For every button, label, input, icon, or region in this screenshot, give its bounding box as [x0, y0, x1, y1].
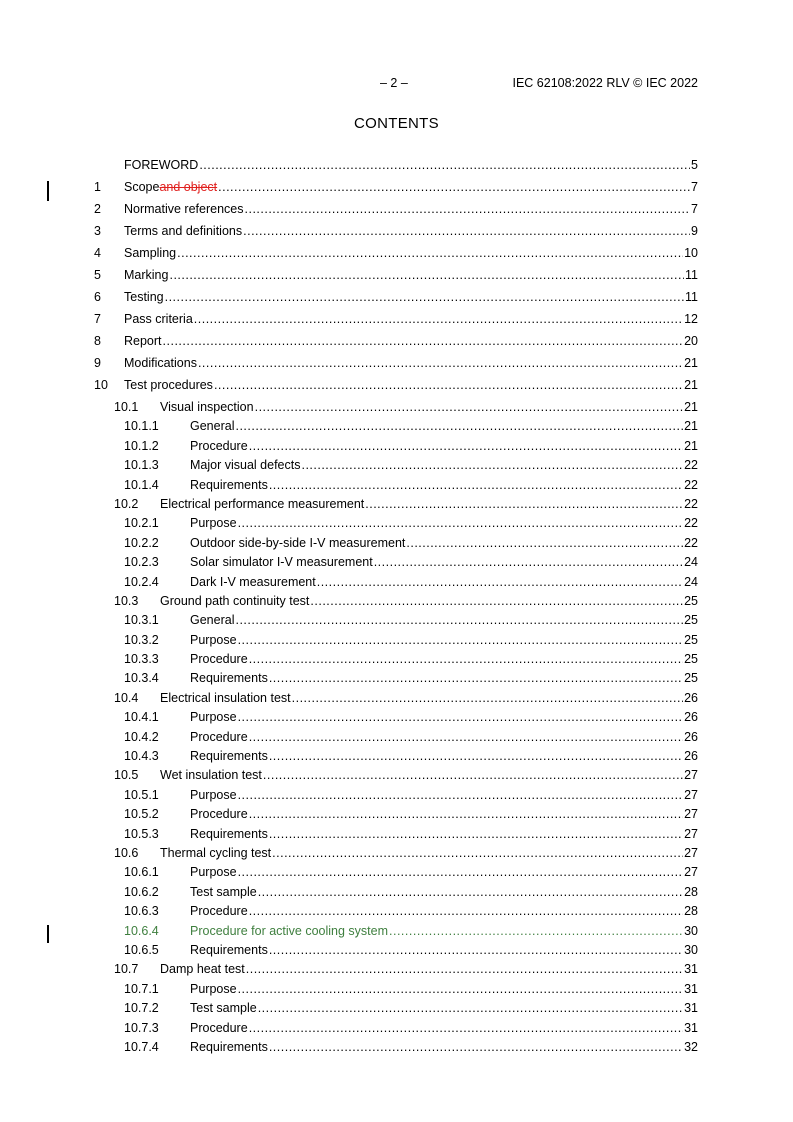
- revision-change-bar: [47, 925, 49, 943]
- page-header: [0, 76, 793, 92]
- toc-entry-number: 10.4.3: [124, 749, 159, 764]
- toc-entry[interactable]: [94, 730, 698, 749]
- toc-entry-page: 25: [684, 671, 698, 686]
- toc-dot-leader: [389, 924, 683, 938]
- toc-entry-label: Testing: [124, 290, 164, 304]
- toc-entry-label: Procedure: [190, 1020, 248, 1035]
- toc-entry[interactable]: [94, 400, 698, 419]
- toc-entry[interactable]: [94, 904, 698, 923]
- toc-entry[interactable]: [94, 982, 698, 1001]
- toc-entry-number: 6: [94, 290, 101, 304]
- toc-entry-label: Purpose: [190, 981, 237, 996]
- toc-entry-label: FOREWORD: [124, 158, 199, 172]
- toc-entry-label: Requirements: [190, 1039, 268, 1054]
- toc-entry[interactable]: [94, 846, 698, 865]
- toc-entry-number: 10.6.3: [124, 904, 159, 919]
- toc-dot-leader: [169, 268, 684, 282]
- toc-entry-number: 10.6.5: [124, 942, 159, 957]
- toc-entry-label: Test procedures: [124, 378, 213, 392]
- toc-entry-page: 31: [684, 962, 698, 977]
- toc-entry-number: 10.7.1: [124, 981, 159, 996]
- toc-entry-label: Damp heat test: [160, 962, 245, 977]
- toc-entry-label: Procedure for active cooling system: [190, 923, 389, 938]
- toc-dot-leader: [235, 613, 683, 627]
- toc-entry-label: Purpose: [190, 710, 237, 725]
- toc-entry[interactable]: [94, 290, 698, 312]
- toc-entry-page: 31: [684, 1020, 698, 1035]
- toc-entry-label: Wet insulation test: [160, 768, 262, 783]
- toc-entry-page: 30: [684, 942, 698, 957]
- toc-entry[interactable]: [94, 652, 698, 671]
- toc-entry-label: Requirements: [190, 942, 268, 957]
- toc-dot-leader: [269, 943, 683, 957]
- toc-entry-label: Pass criteria: [124, 312, 193, 326]
- toc-entry-label: Procedure: [190, 729, 248, 744]
- toc-entry-label: Requirements: [190, 749, 268, 764]
- toc-entry-label: Purpose: [190, 787, 237, 802]
- toc-entry[interactable]: [94, 710, 698, 729]
- toc-entry-number: 10.6.2: [124, 884, 159, 899]
- toc-dot-leader: [249, 1021, 683, 1035]
- toc-entry-number: 10.2.2: [124, 535, 159, 550]
- toc-entry-label: Procedure: [190, 438, 248, 453]
- toc-entry-page: 21: [684, 356, 698, 370]
- toc-entry-page: 27: [684, 865, 698, 880]
- toc-entry-label: Thermal cycling test: [160, 845, 272, 860]
- toc-entry[interactable]: [94, 865, 698, 884]
- toc-dot-leader: [269, 1040, 683, 1054]
- toc-entry[interactable]: [94, 478, 698, 497]
- toc-entry-page: 25: [684, 613, 698, 628]
- toc-entry-page: 27: [684, 807, 698, 822]
- toc-entry-page: 27: [684, 845, 698, 860]
- toc-entry[interactable]: [94, 378, 698, 400]
- toc-dot-leader: [238, 982, 684, 996]
- toc-entry-number: 10.3.2: [124, 632, 159, 647]
- toc-entry-label: General: [190, 419, 235, 434]
- toc-entry-label: Electrical insulation test: [160, 690, 291, 705]
- toc-entry-label: Terms and definitions: [124, 224, 243, 238]
- toc-dot-leader: [249, 904, 683, 918]
- toc-entry-number: 3: [94, 224, 101, 238]
- toc-dot-leader: [238, 516, 684, 530]
- toc-entry-number: 10.1.2: [124, 438, 159, 453]
- toc-entry-label: Marking: [124, 268, 169, 282]
- toc-entry-label: Procedure: [190, 904, 248, 919]
- toc-entry-label: Modifications: [124, 356, 197, 370]
- toc-entry-number: 10.2.3: [124, 555, 159, 570]
- toc-entry-number: 8: [94, 334, 101, 348]
- toc-entry-page: 10: [684, 246, 698, 260]
- toc-entry[interactable]: [94, 1001, 698, 1020]
- toc-entry-number: 10.7.2: [124, 1001, 159, 1016]
- toc-entry-label: Sampling: [124, 246, 177, 260]
- toc-entry-page: 22: [684, 477, 698, 492]
- toc-dot-leader: [246, 962, 683, 976]
- toc-entry-page: 24: [684, 555, 698, 570]
- toc-entry-label: Test sample: [190, 884, 257, 899]
- toc-entry-page: 9: [691, 224, 698, 238]
- toc-entry-label: Scope: [124, 180, 160, 194]
- toc-entry-page: 31: [684, 981, 698, 996]
- toc-entry-label: Normative references: [124, 202, 244, 216]
- toc-entry-number: 10.4.2: [124, 729, 159, 744]
- toc-entry-deleted-text: and object: [159, 180, 218, 194]
- toc-entry-page: 21: [684, 419, 698, 434]
- toc-entry-number: 5: [94, 268, 101, 282]
- toc-dot-leader: [272, 846, 683, 860]
- toc-entry-page: 22: [684, 516, 698, 531]
- toc-entry-number: 10.6: [114, 845, 139, 860]
- toc-dot-leader: [214, 378, 683, 392]
- toc-entry[interactable]: [94, 246, 698, 268]
- toc-entry[interactable]: [94, 439, 698, 458]
- toc-entry-page: 11: [685, 268, 698, 282]
- toc-dot-leader: [249, 652, 683, 666]
- toc-entry-label: Major visual defects: [190, 458, 301, 473]
- toc-entry-number: 10.1: [114, 400, 139, 414]
- toc-entry-number: 10.1.4: [124, 477, 159, 492]
- toc-entry-number: 7: [94, 312, 101, 326]
- toc-dot-leader: [255, 400, 684, 414]
- toc-entry-number: 10.7.4: [124, 1039, 159, 1054]
- toc-entry[interactable]: [94, 334, 698, 356]
- toc-dot-leader: [238, 865, 684, 879]
- toc-entry-page: 27: [684, 787, 698, 802]
- toc-entry-number: 9: [94, 356, 101, 370]
- toc-entry-page: 21: [684, 438, 698, 453]
- toc-entry-label: Report: [124, 334, 162, 348]
- toc-entry[interactable]: [94, 419, 698, 438]
- toc-entry-number: 10: [94, 378, 108, 392]
- toc-entry-label: Electrical performance measurement: [160, 496, 365, 511]
- toc-entry[interactable]: [94, 594, 698, 613]
- toc-dot-leader: [269, 671, 683, 685]
- toc-entry[interactable]: [94, 885, 698, 904]
- toc-entry[interactable]: [94, 497, 698, 516]
- toc-entry-page: 21: [684, 378, 698, 392]
- toc-entry-page: 12: [684, 312, 698, 326]
- toc-entry-label: Requirements: [190, 671, 268, 686]
- toc-dot-leader: [258, 885, 683, 899]
- toc-dot-leader: [374, 555, 683, 569]
- toc-dot-leader: [238, 633, 684, 647]
- toc-entry-number: 10.7: [114, 962, 139, 977]
- toc-dot-leader: [238, 710, 684, 724]
- toc-entry-page: 25: [684, 652, 698, 667]
- toc-entry[interactable]: [94, 1040, 698, 1059]
- toc-entry[interactable]: [94, 356, 698, 378]
- toc-entry-number: 10.2.4: [124, 574, 159, 589]
- toc-dot-leader: [263, 768, 683, 782]
- toc-entry-label: Ground path continuity test: [160, 593, 310, 608]
- toc-entry[interactable]: [94, 807, 698, 826]
- toc-entry-page: 22: [684, 496, 698, 511]
- toc-entry[interactable]: [94, 458, 698, 477]
- toc-entry[interactable]: [94, 536, 698, 555]
- toc-entry-page: 25: [684, 632, 698, 647]
- toc-entry-label: Requirements: [190, 826, 268, 841]
- toc-entry[interactable]: [94, 613, 698, 632]
- toc-entry-number: 10.7.3: [124, 1020, 159, 1035]
- toc-entry-page: 27: [684, 826, 698, 841]
- toc-entry-label: Dark I-V measurement: [190, 574, 316, 589]
- toc-dot-leader: [249, 439, 683, 453]
- toc-entry[interactable]: [94, 962, 698, 981]
- toc-entry-label: Requirements: [190, 477, 268, 492]
- toc-entry-label: Purpose: [190, 516, 237, 531]
- toc-dot-leader: [165, 290, 684, 304]
- toc-dot-leader: [292, 691, 683, 705]
- document-id: IEC 62108:2022 RLV © IEC 2022: [512, 76, 698, 90]
- toc-dot-leader: [258, 1001, 683, 1015]
- toc-dot-leader: [235, 419, 683, 433]
- toc-entry-page: 22: [684, 458, 698, 473]
- toc-entry-label: Procedure: [190, 652, 248, 667]
- table-of-contents: [94, 158, 698, 1059]
- toc-entry[interactable]: [94, 788, 698, 807]
- toc-dot-leader: [269, 827, 683, 841]
- toc-entry-number: 10.2: [114, 496, 139, 511]
- toc-dot-leader: [238, 788, 684, 802]
- toc-dot-leader: [310, 594, 683, 608]
- toc-entry[interactable]: [94, 924, 698, 943]
- toc-entry-label: Purpose: [190, 632, 237, 647]
- toc-entry-page: 7: [691, 202, 698, 216]
- toc-dot-leader: [163, 334, 684, 348]
- toc-entry-page: 25: [684, 593, 698, 608]
- toc-entry-page: 32: [684, 1039, 698, 1054]
- toc-entry[interactable]: [94, 943, 698, 962]
- toc-entry-number: 10.3: [114, 593, 139, 608]
- toc-entry[interactable]: [94, 575, 698, 594]
- toc-entry-number: 10.6.1: [124, 865, 159, 880]
- toc-dot-leader: [249, 807, 683, 821]
- toc-entry-page: 26: [684, 749, 698, 764]
- toc-entry[interactable]: [94, 516, 698, 535]
- toc-dot-leader: [199, 158, 690, 172]
- toc-entry-page: 7: [691, 180, 698, 194]
- toc-entry-number: 10.5.2: [124, 807, 159, 822]
- toc-entry-number: 10.5: [114, 768, 139, 783]
- toc-entry-page: 5: [691, 158, 698, 172]
- toc-dot-leader: [243, 224, 690, 238]
- toc-entry-number: 10.1.1: [124, 419, 159, 434]
- toc-entry-page: 24: [684, 574, 698, 589]
- toc-entry-page: 31: [684, 1001, 698, 1016]
- toc-dot-leader: [194, 312, 683, 326]
- toc-entry-number: 10.3.3: [124, 652, 159, 667]
- toc-entry-page: 28: [684, 884, 698, 899]
- toc-entry-number: 10.6.4: [124, 923, 159, 938]
- toc-entry[interactable]: [94, 633, 698, 652]
- toc-entry-page: 26: [684, 710, 698, 725]
- toc-entry-number: 10.2.1: [124, 516, 159, 531]
- toc-entry-page: 21: [684, 400, 698, 414]
- toc-entry[interactable]: [94, 555, 698, 574]
- toc-entry-number: 10.1.3: [124, 458, 159, 473]
- toc-entry-number: 10.4.1: [124, 710, 159, 725]
- toc-dot-leader: [218, 180, 690, 194]
- page-title: CONTENTS: [354, 115, 439, 132]
- toc-entry[interactable]: [94, 827, 698, 846]
- toc-entry-number: 10.3.1: [124, 613, 159, 628]
- toc-dot-leader: [365, 497, 683, 511]
- toc-dot-leader: [317, 575, 683, 589]
- toc-entry-number: 1: [94, 180, 101, 194]
- toc-entry-page: 26: [684, 690, 698, 705]
- toc-dot-leader: [301, 458, 683, 472]
- toc-entry[interactable]: [94, 691, 698, 710]
- toc-entry-label: Purpose: [190, 865, 237, 880]
- toc-entry-page: 30: [684, 923, 698, 938]
- toc-dot-leader: [177, 246, 683, 260]
- toc-entry-page: 22: [684, 535, 698, 550]
- toc-entry[interactable]: [94, 202, 698, 224]
- toc-entry[interactable]: [94, 224, 698, 246]
- toc-entry[interactable]: [94, 158, 698, 180]
- revision-change-bar: [47, 181, 49, 201]
- toc-entry-number: 10.5.1: [124, 787, 159, 802]
- toc-entry-number: 10.3.4: [124, 671, 159, 686]
- toc-entry-page: 20: [684, 334, 698, 348]
- toc-dot-leader: [198, 356, 683, 370]
- page-number: – 2 –: [380, 76, 408, 90]
- toc-entry[interactable]: [94, 312, 698, 334]
- toc-entry-label: Procedure: [190, 807, 248, 822]
- toc-entry[interactable]: [94, 768, 698, 787]
- toc-dot-leader: [406, 536, 683, 550]
- toc-entry[interactable]: [94, 268, 698, 290]
- toc-entry[interactable]: [94, 1021, 698, 1040]
- toc-entry-label: Solar simulator I-V measurement: [190, 555, 373, 570]
- toc-entry-page: 27: [684, 768, 698, 783]
- toc-entry-label: Test sample: [190, 1001, 257, 1016]
- toc-entry[interactable]: [94, 749, 698, 768]
- toc-entry-number: 4: [94, 246, 101, 260]
- toc-dot-leader: [269, 478, 683, 492]
- toc-entry-number: 2: [94, 202, 101, 216]
- toc-dot-leader: [245, 202, 691, 216]
- toc-entry-page: 26: [684, 729, 698, 744]
- toc-entry-label: Visual inspection: [160, 400, 254, 414]
- toc-entry-label: Outdoor side-by-side I-V measurement: [190, 535, 406, 550]
- toc-entry[interactable]: [94, 180, 698, 202]
- toc-entry-number: 10.4: [114, 690, 139, 705]
- toc-entry-label: General: [190, 613, 235, 628]
- toc-entry-page: 11: [685, 290, 698, 304]
- toc-dot-leader: [249, 730, 683, 744]
- toc-entry[interactable]: [94, 671, 698, 690]
- toc-entry-number: 10.5.3: [124, 826, 159, 841]
- toc-entry-page: 28: [684, 904, 698, 919]
- toc-dot-leader: [269, 749, 683, 763]
